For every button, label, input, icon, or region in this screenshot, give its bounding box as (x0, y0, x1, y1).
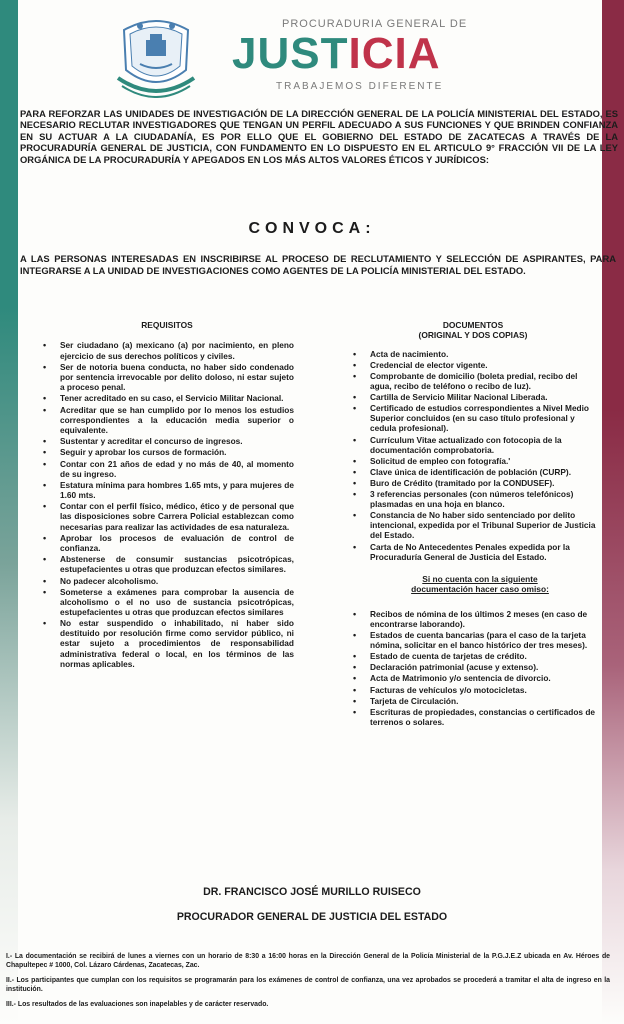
zacatecas-seal-icon (116, 8, 196, 98)
optional-documentos-list (350, 609, 596, 727)
footnote: I.- La documentación se recibirá de lunes a viernes con un horario de 8:30 a 16:00 horas en la Dirección General de la Policía Ministerial de la P.G.J.E.Z ubicada en Av. Héroes de Chapultepec # 1000, Col. Lázaro Cárdenas, Zacatecas, Zac. (6, 953, 610, 969)
list-item: • Ser ciudadano (a) mexicano (a) por nacimiento, en pleno ejercicio de sus derechos políticos y civiles. (40, 340, 294, 360)
list-item: • Sustentar y acreditar el concurso de ingresos. (40, 436, 294, 446)
logo-top-text: PROCURADURIA GENERAL DE (282, 18, 468, 30)
list-item: • Abstenerse de consumir sustancias psicotrópicas, estupefacientes u otras que produzcan efectos similares. (40, 554, 294, 574)
list-item: • Carta de No Antecedentes Penales expedida por la Procuraduría General de Justicia del Estado. (350, 542, 596, 562)
list-item: • Facturas de vehículos y/o motocicletas. (350, 685, 596, 695)
list-item: • Estatura mínima para hombres 1.65 mts, y para mujeres de 1.60 mts. (40, 480, 294, 500)
footnotes (6, 952, 610, 1015)
optional-docs-note: Si no cuenta con la siguiente documentación hacer caso omiso: (411, 573, 549, 595)
list-item: • Escrituras de propiedades, constancias o certificados de terrenos o solares. (350, 707, 596, 727)
footnote: III.- Los resultados de las evaluaciones son inapelables y de carácter reservado. (6, 1001, 269, 1008)
logo-wordmark: JUSTICIA (232, 29, 441, 78)
convoca-paragraph: A LAS PERSONAS INTERESADAS EN INSCRIBIRSE AL PROCESO DE RECLUTAMIENTO Y SELECCIÓN DE ASPIRANTES, PARA INTEGRARSE A LA UNIDAD DE INVESTIGACIONES COMO AGENTES DE LA POLICÍA MINISTERIAL DEL ESTADO. (20, 253, 616, 276)
list-item: • Cartilla de Servicio Militar Nacional Liberada. (350, 392, 596, 402)
list-item: • Acreditar que se han cumplido por lo menos los estudios correspondientes a la educación media superior o equivalente. (40, 405, 294, 435)
signatory-name: DR. FRANCISCO JOSÉ MURILLO RUISECO (203, 886, 421, 898)
list-item: • No padecer alcoholismo. (40, 576, 294, 586)
list-item: • Estado de cuenta de tarjetas de crédito. (350, 651, 596, 661)
requisitos-heading: REQUISITOS (141, 320, 193, 330)
list-item: • Certificado de estudios correspondientes a Nivel Medio Superior concluidos (en su caso título profesional y cedula profesional). (350, 403, 596, 433)
convoca-heading: CONVOCA: (248, 220, 376, 237)
logo-tagline: TRABAJEMOS DIFERENTE (276, 81, 444, 92)
list-item: • Currículum Vitae actualizado con fotocopia de la documentación comprobatoria. (350, 435, 596, 455)
list-item: • Acta de nacimiento. (350, 349, 596, 359)
requisitos-list (40, 340, 294, 668)
list-item: • Ser de notoria buena conducta, no haber sido condenado por sentencia irrevocable por delito doloso, ni estar sujeto a proceso penal. (40, 362, 294, 392)
list-item: • Contar con el perfil físico, médico, ético y de personal que las disposiciones sobre Carrera Policial establezcan como necesarias para realizar las actividades de esa naturaleza. (40, 501, 294, 531)
requisitos-column (40, 320, 294, 670)
signatory-title: PROCURADOR GENERAL DE JUSTICIA DEL ESTADO (176, 911, 448, 923)
justicia-logo (232, 18, 532, 94)
list-item: • Estados de cuenta bancarias (para el caso de la tarjeta nómina, solicitar en el banco histórico der tres meses). (350, 630, 596, 650)
documentos-column (350, 320, 596, 728)
list-item: • Clave única de identificación de población (CURP). (350, 467, 596, 477)
list-item: • Seguir y aprobar los cursos de formación. (40, 447, 294, 457)
list-item: • Credencial de elector vigente. (350, 360, 596, 370)
list-item: • Tarjeta de Circulación. (350, 696, 596, 706)
list-item: • Contar con 21 años de edad y no más de 40, al momento de su ingreso. (40, 459, 294, 479)
list-item: • Recibos de nómina de los últimos 2 meses (en caso de encontrarse laborando). (350, 609, 596, 629)
list-item: • Buro de Crédito (tramitado por la CONDUSEF). (350, 478, 596, 488)
list-item: • Someterse a exámenes para comprobar la ausencia de alcoholismo o el no uso de sustancia psicotrópicas, estupefacientes u otras que produzcan efectos similares (40, 587, 294, 617)
list-item: • Tener acreditado en su caso, el Servicio Militar Nacional. (40, 393, 294, 403)
list-item: • Solicitud de empleo con fotografía.' (350, 456, 596, 466)
documentos-subtitle: (ORIGINAL Y DOS COPIAS) (418, 330, 528, 341)
footnote: II.- Los participantes que cumplan con los requisitos se programarán para los exámenes de control de confianza, una vez aprobados se procederá a tramitar el alta de ingreso en la institución. (6, 977, 610, 993)
documentos-list (350, 349, 596, 562)
list-item: • Aprobar los procesos de evaluación de control de confianza. (40, 533, 294, 553)
list-item: • Acta de Matrimonio y/o sentencia de divorcio. (350, 673, 596, 683)
list-item: • 3 referencias personales (con números telefónicos) plasmadas en una hoja en blanco. (350, 489, 596, 509)
list-item: • Constancia de No haber sido sentenciado por delito intencional, expedida por el Tribunal Superior de Justicia del Estado. (350, 510, 596, 540)
list-item: • No estar suspendido o inhabilitado, ni haber sido destituido por resolución firme como servidor público, ni estar sujeto a procedimientos de responsabilidad administrativa federal o local, en los términos de las normas aplicables. (40, 618, 294, 668)
list-item: • Declaración patrimonial (acuse y extenso). (350, 662, 596, 672)
list-item: • Comprobante de domicilio (boleta predial, recibo del agua, recibo de teléfono o recibo de luz). (350, 371, 596, 391)
documentos-title: DOCUMENTOS (442, 320, 504, 330)
intro-paragraph: PARA REFORZAR LAS UNIDADES DE INVESTIGACIÓN DE LA DIRECCIÓN GENERAL DE LA POLICÍA MINISTERIAL DEL ESTADO, ES NECESARIO RECLUTAR INVESTIGADORES QUE TENGAN UN PERFIL ADECUADO A SUS FUNCIONES Y QUE BRINDEN CONFIANZA EN SU ACTUAR A LA CIUDADANÍA, ES POR ELLO QUE EL GOBIERNO DEL ESTADO DE ZACATECAS A TRAVÉS DE LA PROCURADURÍA GENERAL DE JUSTICIA, CON FUNDAMENTO EN LO DISPUESTO EN EL ARTICULO 9° FRACCIÓN VII DE LA LEY ORGÁNICA DE LA PROCURADURÍA Y APEGADOS EN LOS MÁS ALTOS VALORES ÉTICOS Y JURÍDICOS: (20, 108, 618, 165)
documentos-heading (350, 320, 596, 341)
